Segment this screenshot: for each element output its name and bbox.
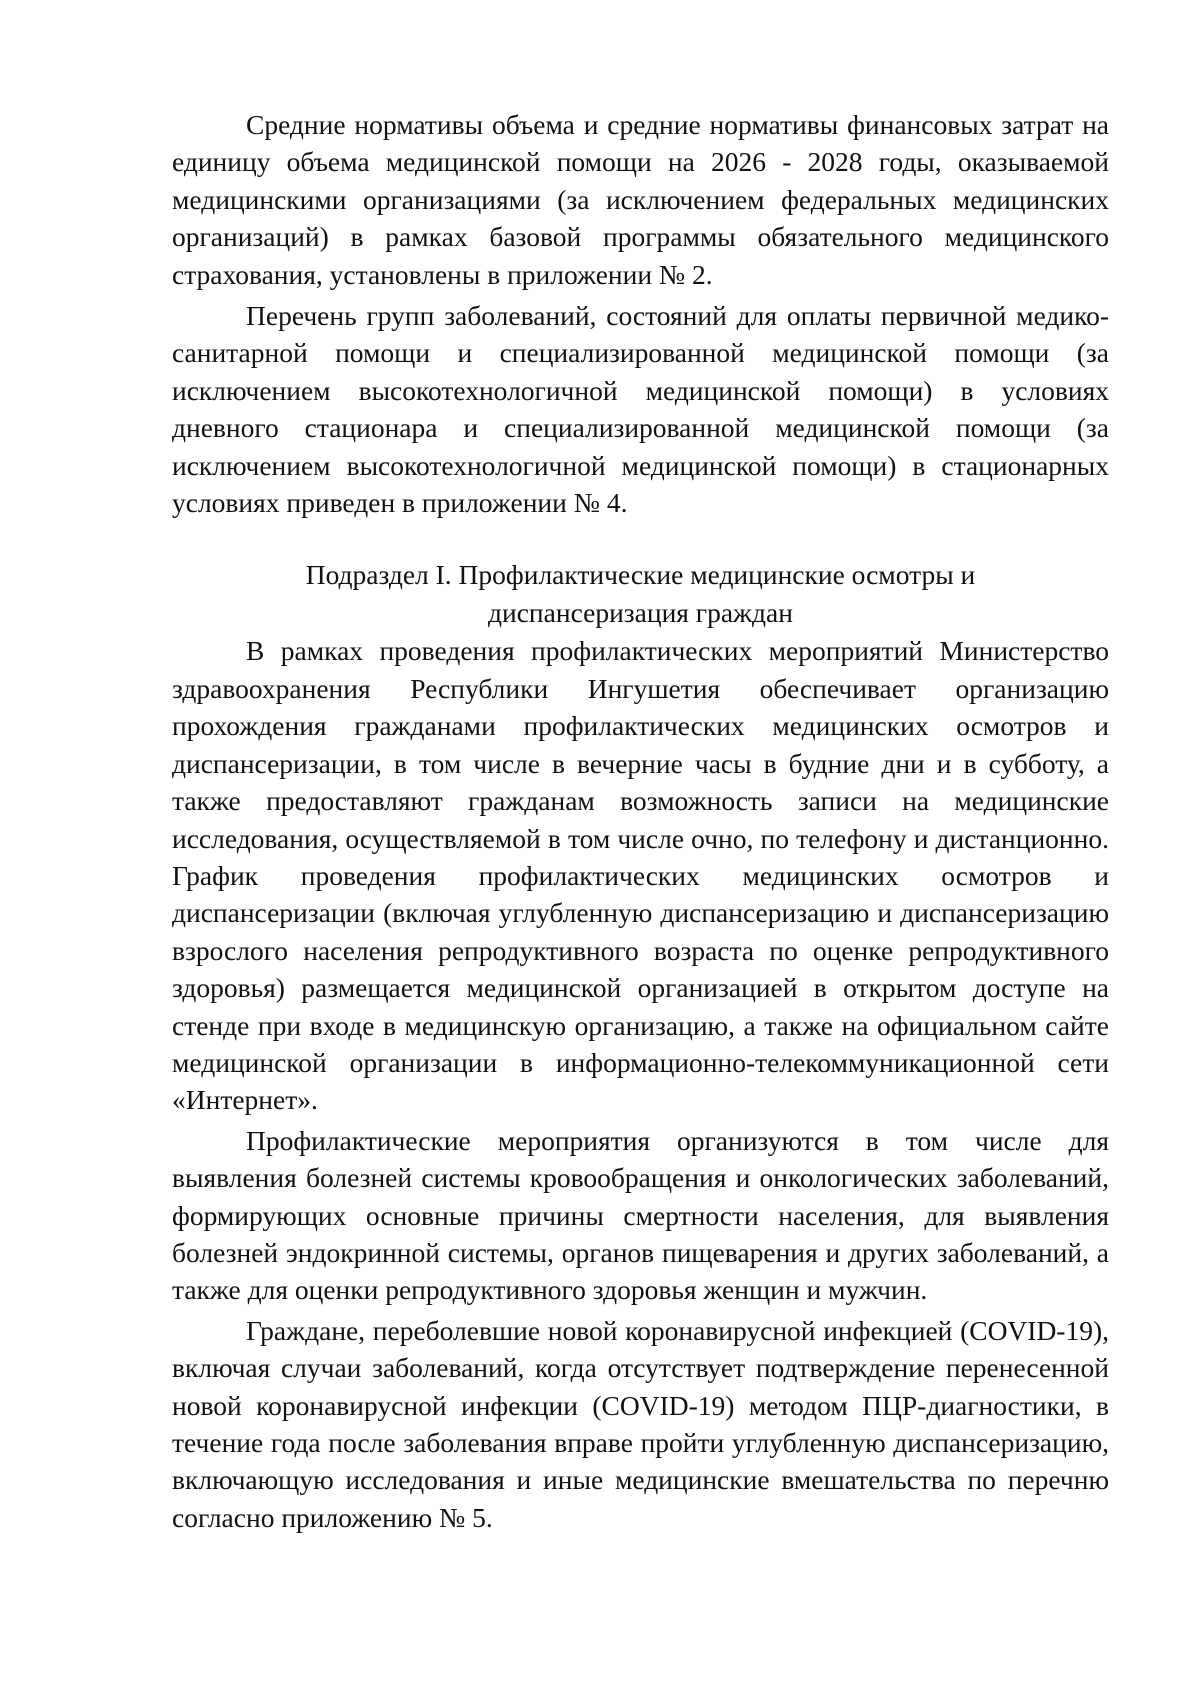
- paragraph-preventive-measures: В рамках проведения профилактических мероприятий Министерство здравоохранения Республики Ингушетия обеспечивает организацию прохождения гражданами профилактических медицинских осмотров и диспансеризации, в том числе в вечерние часы в будние дни и в субботу, а также предоставляют гражданам возможность записи на медицинские исследования, осуществляемой в том числе очно, по телефону и дистанционно. График проведения профилактических медицинских осмотров и диспансеризации (включая углубленную диспансеризацию и диспансеризацию взрослого населения репродуктивного возраста по оценке репродуктивного здоровья) размещается медицинской организацией в открытом доступе на стенде при входе в медицинскую организацию, а также на официальном сайте медицинской организации в информационно-телекоммуникационной сети «Интернет».: [172, 635, 1109, 1116]
- document-body: [172, 106, 1109, 1536]
- paragraph-financial-norms: Средние нормативы объема и средние нормативы финансовых затрат на единицу объема медицинской помощи на 2026 - 2028 годы, оказываемой медицинскими организациями (за исключением федеральных медицинских организаций) в рамках базовой программы обязательного медицинского страхования, установлены в приложении № 2.: [172, 109, 1109, 290]
- paragraph-disease-groups-list: Перечень групп заболеваний, состояний для оплаты первичной медико-санитарной помощи и специализированной медицинской помощи (за исключением высокотехнологичной медицинской помощи) в условиях дневного стационара и специализированной медицинской помощи (за исключением высокотехнологичной медицинской помощи) в стационарных условиях приведен в приложении № 4.: [172, 300, 1109, 519]
- section-heading: [172, 556, 1109, 632]
- section-heading-line-1: Подраздел I. Профилактические медицинские осмотры и: [305, 559, 976, 591]
- paragraph-preventive-goals: Профилактические мероприятия организуются в том числе для выявления болезней системы кровообращения и онкологических заболеваний, формирующих основные причины смертности населения, для выявления болезней эндокринной системы, органов пищеварения и других заболеваний, а также для оценки репродуктивного здоровья женщин и мужчин.: [172, 1124, 1109, 1306]
- paragraph-covid-dispensary: Граждане, переболевшие новой коронавирусной инфекцией (COVID-19), включая случаи заболеваний, когда отсутствует подтверждение перенесенной новой коронавирусной инфекции (COVID-19) методом ПЦР-диагностики, в течение года после заболевания вправе пройти углубленную диспансеризацию, включающую исследования и иные медицинские вмешательства по перечню согласно приложению № 5.: [172, 1314, 1109, 1533]
- section-heading-line-2: диспансеризация граждан: [488, 597, 793, 629]
